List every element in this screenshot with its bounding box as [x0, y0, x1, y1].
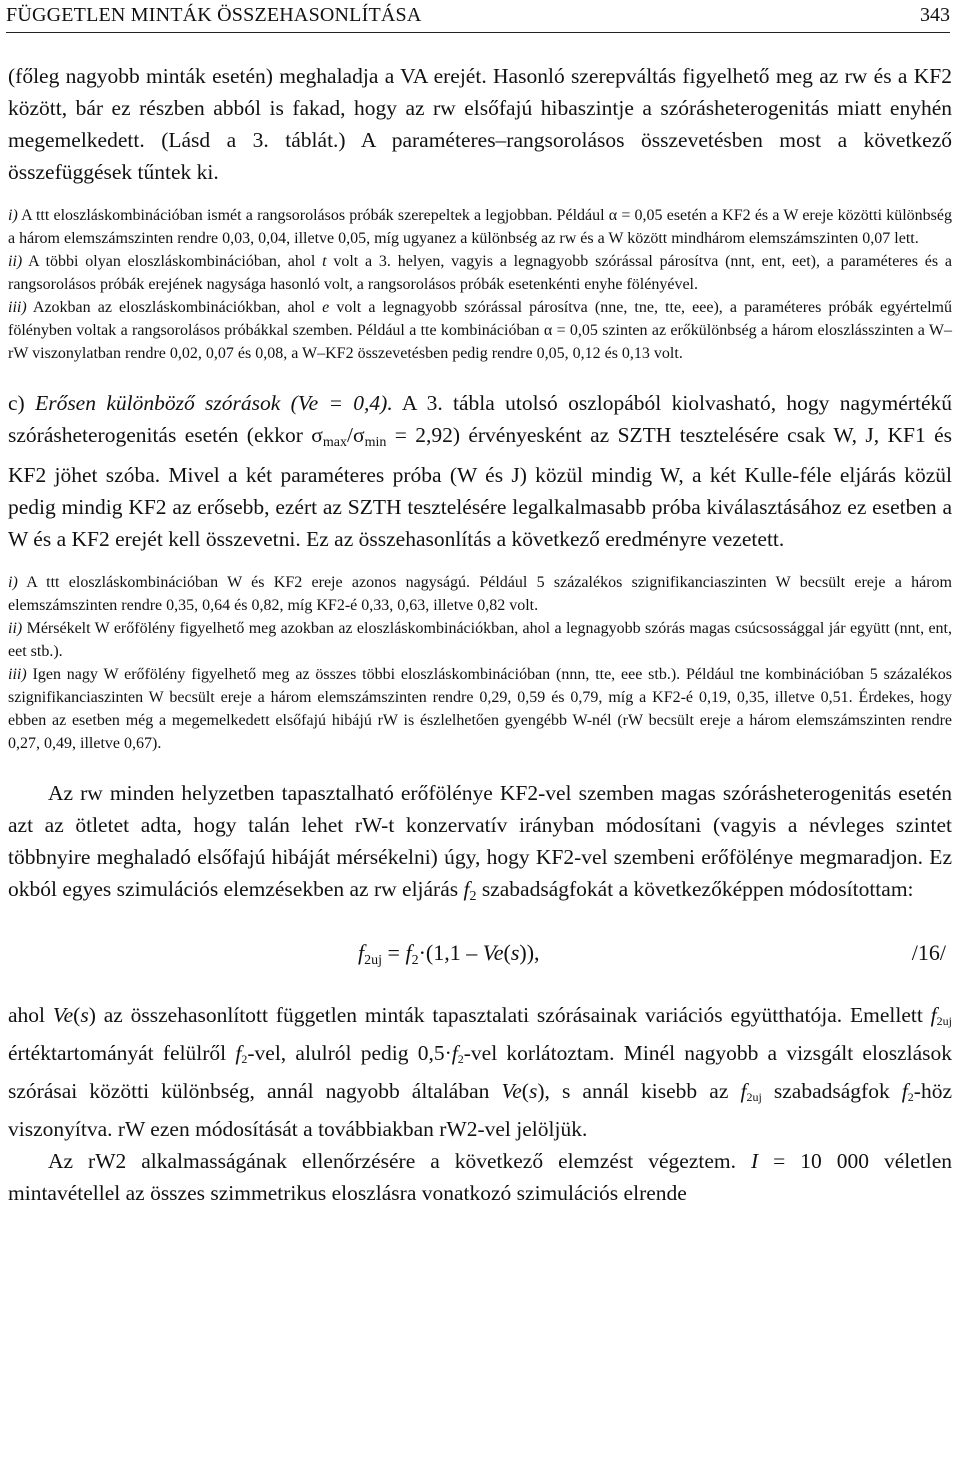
- variable: f: [451, 1041, 458, 1065]
- item-label: iii): [8, 299, 27, 316]
- subscript: 2uj: [936, 1014, 952, 1028]
- paragraph-text: -höz viszonyítva. rW ezen módosítását a továbbiakban rW2-vel jelöljük.: [8, 1079, 952, 1141]
- variable: f: [358, 940, 365, 965]
- running-header: [6, 2, 950, 33]
- equation-number: /16/: [911, 940, 946, 965]
- item-text: A ttt eloszláskombinációban W és KF2 ereje azonos nagyságú. Például 5 százalékos szignifikanciaszinten W becsült ereje a három elemszámszinten rendre 0,35, 0,64 és 0,82, míg KF2-é 0,33, 0,63, illetve 0,82 volt.: [8, 574, 952, 614]
- subscript: 2: [241, 1052, 248, 1066]
- section-title: Erősen különböző szórások (Ve = 0,4).: [35, 391, 393, 415]
- equals-sign: =: [382, 940, 406, 965]
- section-label: c): [8, 391, 36, 415]
- paragraph-4: [8, 1145, 952, 1209]
- subscript: 2uj: [364, 953, 383, 968]
- variable: Ve: [482, 940, 504, 965]
- list-1-item-ii: [8, 250, 952, 296]
- item-text: A többi olyan eloszláskombinációban, ahol: [22, 253, 323, 270]
- paragraph-text: ahol: [8, 1003, 53, 1027]
- page-number: 343: [920, 4, 950, 26]
- list-1-item-i: [8, 204, 952, 250]
- item-label: i): [8, 207, 18, 224]
- item-label: ii): [8, 620, 23, 637]
- subscript: min: [364, 435, 387, 450]
- section-text: /σ: [346, 423, 365, 447]
- variable: s: [528, 1079, 538, 1103]
- subscript: max: [322, 435, 347, 450]
- subscript: 2: [411, 953, 419, 968]
- item-text: A ttt eloszláskombinációban ismét a rangsorolásos próbák szerepeltek a legjobban. Például α = 0,05 esetén a KF2 és a W ereje közötti különbség a három elemszámszinten rendre 0,03, 0,04, illetve 0,05, míg ugyanez a különbség az rw és a W között mindhárom elemszámszinten 0,07 lett.: [8, 207, 952, 247]
- item-text: volt a legnagyobb szórással párosítva (nne, tne, tte, eee), a paraméteres próbák egyértelmű fölényben voltak a rangsorolásos próbákkal szemben. Például a tte kombinációban α = 0,05 szinten az erőkülönbség a három eloszlásszinten a W–rW viszonylatban rendre 0,02, 0,07 és 0,08, a W–KF2 összevetésben pedig rendre 0,05, 0,12 és 0,13 volt.: [8, 299, 952, 362]
- list-2-item-i: [8, 571, 952, 617]
- subscript: 2: [469, 889, 477, 904]
- subscript: 2: [907, 1090, 914, 1104]
- subscript: 2uj: [746, 1090, 762, 1104]
- paragraph-2: [8, 777, 952, 913]
- variable: f: [463, 877, 470, 901]
- header-title: FÜGGETLEN MINTÁK ÖSSZEHASONLÍTÁSA: [6, 4, 422, 26]
- variable: Ve: [52, 1003, 74, 1027]
- item-label: ii): [8, 253, 23, 270]
- paragraph-text: szabadságfok: [761, 1079, 902, 1103]
- variable: s: [80, 1003, 89, 1027]
- list-2-item-iii: [8, 663, 952, 755]
- variable: f: [405, 940, 412, 965]
- list-2-item-ii: [8, 617, 952, 663]
- equation-text: (: [503, 940, 511, 965]
- paragraph-text: értéktartományát felülről: [8, 1041, 236, 1065]
- item-text: Igen nagy W erőfölény figyelhető meg az összes többi eloszláskombinációban (nnn, tte, eee stb.). Például tne kombinációban 5 százalékos szignifikanciaszinten W becsült ereje a három elemszámszinten rendre 0,29, 0,59 és 0,79, míg a KF2-é 0,19, 0,35, illetve 0,51. Érdekes, hogy ebben az esetben még a megemelkedett elsőfajú hibájú rW is észlelhetően gyengébb W-nél (rW becsült ereje a három elemszámszinten rendre 0,27, 0,49, illetve 0,67).: [8, 666, 952, 752]
- variable: f: [740, 1079, 747, 1103]
- variable: Ve: [501, 1079, 522, 1103]
- paragraph-text: szabadságfokát a következőképpen módosítottam:: [476, 877, 914, 901]
- paragraph-3: [8, 999, 952, 1145]
- paragraph-text: -vel korlátoztam. Minél nagyobb a vizsgált eloszlások szórásai közötti különbség, annál nagyobb általában: [8, 1041, 952, 1103]
- paragraph-text: Az rW2 alkalmasságának ellenőrzésére a következő elemzést végeztem.: [48, 1149, 751, 1173]
- variable: s: [510, 940, 520, 965]
- paragraph-1: (főleg nagyobb minták esetén) meghaladja a VA erejét. Hasonló szerepváltás figyelhető meg az rw és a KF2 között, bár ez részben abból is fakad, hogy az rw elsőfajú hibaszintje a szórásheterogenitás miatt enyhén megemelkedett. (Lásd a 3. táblát.) A paraméteres–rangsorolásos összevetésben most a következő összefüggések tűntek ki.: [8, 64, 952, 184]
- item-text: volt a 3. helyen, vagyis a legnagyobb szórással párosítva (nnt, ent, eet), a paraméteres és a rangsorolásos próbák erejének nagysága hasonló volt, a rangsorolásos próbák esetenkénti enyhe fölényével.: [8, 253, 952, 293]
- item-label: iii): [8, 666, 27, 683]
- equation-text: ·(1,1 –: [418, 940, 483, 965]
- equation-16: [8, 937, 952, 977]
- item-text: Mérsékelt W erőfölény figyelhető meg azokban az eloszláskombinációkban, ahol a legnagyobb szórás magas csúcsossággal jár együtt (nnt, ent, eet stb.).: [8, 620, 952, 660]
- variable: f: [930, 1003, 937, 1027]
- paragraph-text: -vel, alulról pedig 0,5·: [247, 1041, 452, 1065]
- paragraph-text: (: [73, 1003, 81, 1027]
- variable: t: [322, 253, 327, 270]
- variable: e: [322, 299, 330, 316]
- list-1-item-iii: [8, 296, 952, 365]
- equation-text: )),: [519, 940, 540, 965]
- paragraph-text: ) az összehasonlított független minták tapasztalati szórásainak variációs együtthatója. Emellett: [88, 1003, 931, 1027]
- subscript: 2: [457, 1052, 464, 1066]
- section-c-paragraph: [8, 387, 952, 555]
- paragraph-text: = 10 000 véletlen mintavétellel az összes szimmetrikus eloszlásra vonatkozó szimulációs elrende: [8, 1149, 952, 1205]
- paragraph-text: (: [521, 1079, 529, 1103]
- item-text: Azokban az eloszláskombinációkban, ahol: [26, 299, 323, 316]
- paragraph-text: Az rw minden helyzetben tapasztalható erőfölénye KF2-vel szemben magas szórásheterogenitás esetén azt az ötletet adta, hogy talán lehet rW-t konzervatív irányban módosítani (vagyis a névleges szintet többnyire meghaladó elsőfajú hibáját mérsékelni) úgy, hogy KF2-vel szembeni erőfölénye megmaradjon. Ez okból egyes szimulációs elemzésekben az rw eljárás: [8, 781, 952, 901]
- equation-body: [358, 937, 540, 977]
- variable: f: [235, 1041, 242, 1065]
- section-text: = 2,92) érvényesként az SZTH tesztelésére csak W, J, KF1 és KF2 jöhet szóba. Mivel a két paraméteres próba (W és J) közül mindig W, a két Kulle-féle eljárás közül pedig mindig KF2 az erősebb, ezért az SZTH tesztelésére legalkalmasabb próba kiválasztásához ez esetben a W és a KF2 erejét kell összevetni. Ez az összehasonlítás a következő eredményre vezetett.: [8, 423, 952, 551]
- item-label: i): [8, 574, 18, 591]
- page-body: [8, 60, 952, 1209]
- variable: I: [750, 1149, 759, 1173]
- variable: f: [901, 1079, 908, 1103]
- paragraph-text: ), s annál kisebb az: [537, 1079, 741, 1103]
- section-text: A 3. tábla utolsó oszlopából kiolvasható, hogy nagymértékű szórásheterogenitás esetén (ekkor σ: [8, 391, 952, 447]
